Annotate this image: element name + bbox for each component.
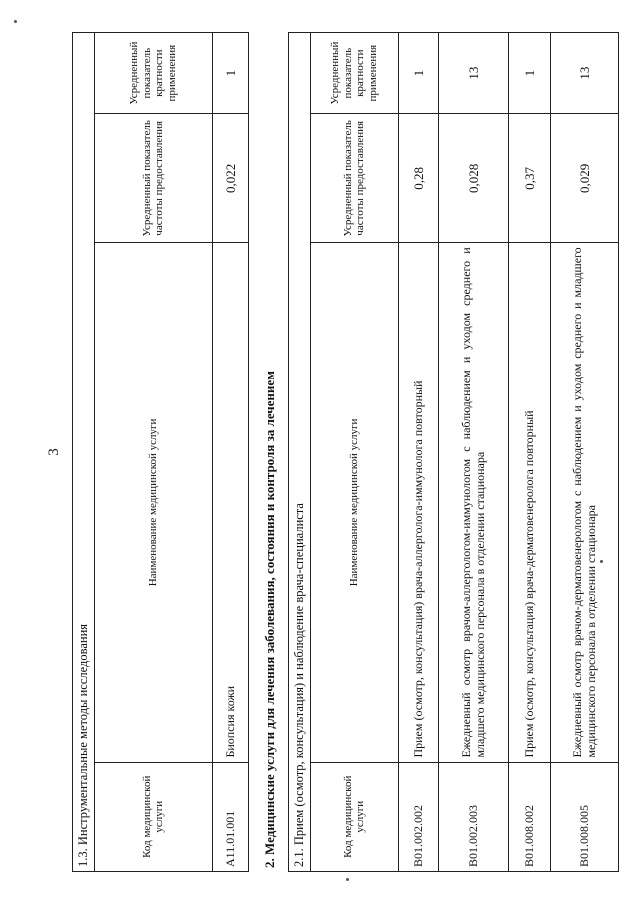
service-frequency: 0,022 (212, 114, 248, 243)
service-name: Прием (осмотр, консультация) врача-дерматовенеролога повторный (508, 243, 550, 762)
table-subheading: 2.1. Прием (осмотр, консультация) и наблюдение врача-специалиста (289, 33, 311, 872)
service-name: Ежедневный осмотр врачом-аллергологом-иммунологом с наблюдением и уходом среднего и младшего медицинского персонала в отделении стационара (438, 243, 508, 762)
table-header-row (310, 33, 398, 872)
service-code: A11.01.001 (212, 762, 248, 871)
service-multiplicity: 1 (212, 33, 248, 114)
table-row (398, 33, 438, 872)
service-name: Биопсия кожи (212, 243, 248, 762)
specialist-visits-table (288, 32, 619, 872)
service-multiplicity: 13 (550, 33, 618, 114)
service-name: Прием (осмотр, консультация) врача-аллерголога-иммунолога повторный (398, 243, 438, 762)
service-code: B01.002.002 (398, 762, 438, 871)
table-row (212, 33, 248, 872)
header-multiplicity: Усредненный показатель кратности применения (310, 33, 398, 114)
header-multiplicity: Усредненный показатель кратности применения (94, 33, 212, 114)
service-name: Ежедневный осмотр врачом-дерматовенерологом с наблюдением и уходом среднего и младшего медицинского персонала в отделении стационара (550, 243, 618, 762)
service-multiplicity: 1 (508, 33, 550, 114)
service-code: B01.002.003 (438, 762, 508, 871)
scan-speck (600, 560, 603, 563)
table-header-row (94, 33, 212, 872)
header-name: Наименование медицинской услуги (94, 243, 212, 762)
rotated-document-page (40, 22, 600, 882)
header-code: Код медицинской услуги (94, 762, 212, 871)
table-row (550, 33, 618, 872)
table-row (508, 33, 550, 872)
section-heading: 2. Медицинские услуги для лечения заболевания, состояния и контроля за лечением (262, 370, 277, 868)
service-frequency: 0,029 (550, 114, 618, 243)
service-code: B01.008.002 (508, 762, 550, 871)
table-subheading-row (73, 33, 95, 872)
table-subheading: 1.3. Инструментальные методы исследования (73, 33, 95, 872)
service-code: B01.008.005 (550, 762, 618, 871)
service-frequency: 0,37 (508, 114, 550, 243)
page-number: 3 (46, 448, 62, 456)
table-subheading-row (289, 33, 311, 872)
table-row (438, 33, 508, 872)
scan-speck (14, 20, 17, 23)
instrumental-methods-table (72, 32, 249, 872)
service-frequency: 0,28 (398, 114, 438, 243)
service-multiplicity: 1 (398, 33, 438, 114)
service-frequency: 0,028 (438, 114, 508, 243)
header-frequency: Усредненный показатель частоты предоставления (310, 114, 398, 243)
header-name: Наименование медицинской услуги (310, 243, 398, 762)
scan-speck (346, 878, 349, 881)
header-frequency: Усредненный показатель частоты предоставления (94, 114, 212, 243)
service-multiplicity: 13 (438, 33, 508, 114)
header-code: Код медицинской услуги (310, 762, 398, 871)
